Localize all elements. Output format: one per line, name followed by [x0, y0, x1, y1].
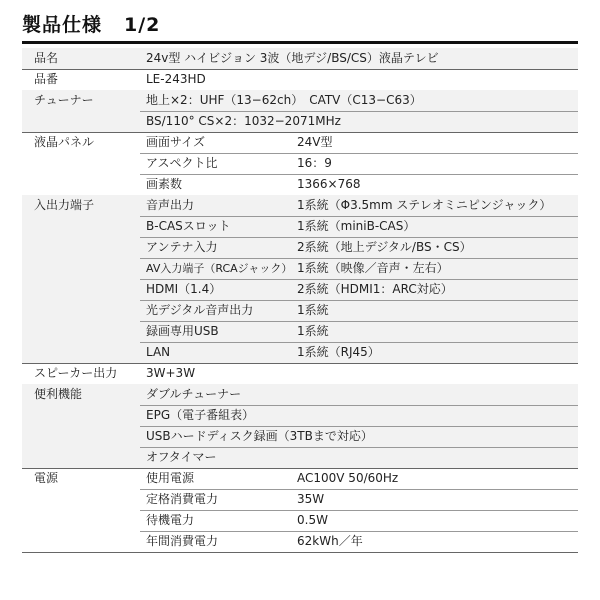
power-key: 定格消費電力	[146, 492, 219, 506]
label-panel: 液晶パネル	[34, 135, 95, 149]
power-value: 62kWh／年	[297, 534, 363, 548]
io-value: 1系統	[297, 303, 329, 317]
value-name: 24v型 ハイビジョン 3波（地デジ/BS/CS）液晶テレビ	[146, 51, 439, 65]
io-key: 音声出力	[146, 198, 195, 212]
io-key: LAN	[146, 345, 171, 359]
value-tuner-2: BS/110° CS×2：1032−2071MHz	[146, 114, 341, 128]
feature-item: ダブルチューナー	[146, 387, 242, 401]
value-model: LE-243HD	[146, 72, 206, 86]
power-value: 35W	[297, 492, 325, 506]
io-key: アンテナ入力	[146, 240, 218, 254]
value-speaker: 3W+3W	[146, 366, 196, 380]
io-value: 2系統（地上デジタル/BS・CS）	[297, 240, 472, 254]
title-rule	[22, 41, 578, 44]
io-key: B-CASスロット	[146, 219, 231, 233]
label-io: 入出力端子	[34, 198, 95, 212]
label-model: 品番	[34, 72, 59, 86]
panel-value: 16：9	[297, 156, 332, 170]
page-title	[22, 10, 160, 37]
feature-item: USBハードディスク録画（3TBまで対応）	[146, 429, 373, 443]
panel-value: 24V型	[297, 135, 333, 149]
page-number: 1/2	[124, 14, 161, 36]
power-value: AC100V 50/60Hz	[297, 471, 399, 485]
io-value: 1系統（映像／音声・左右）	[297, 261, 449, 275]
row-model	[22, 69, 578, 90]
io-key: HDMI（1.4）	[146, 282, 222, 296]
divider	[22, 552, 578, 553]
io-value: 1系統（miniB-CAS）	[297, 219, 416, 233]
io-value: 1系統（Φ3.5mm ステレオミニピンジャック）	[297, 198, 552, 212]
power-value: 0.5W	[297, 513, 328, 527]
io-value: 1系統	[297, 324, 329, 338]
label-speaker: スピーカー出力	[34, 366, 118, 380]
panel-key: 画素数	[146, 177, 183, 191]
power-key: 使用電源	[146, 471, 195, 485]
panel-key: アスペクト比	[146, 156, 218, 170]
io-value: 2系統（HDMI1：ARC対応）	[297, 282, 453, 296]
label-tuner: チューナー	[34, 93, 94, 107]
io-value: 1系統（RJ45）	[297, 345, 380, 359]
panel-value: 1366×768	[297, 177, 361, 191]
label-power: 電源	[34, 471, 59, 485]
divider	[140, 510, 578, 511]
value-tuner-1: 地上×2：UHF（13−62ch） CATV（C13−C63）	[146, 93, 422, 107]
feature-item: EPG（電子番組表）	[146, 408, 255, 422]
label-features: 便利機能	[34, 387, 83, 401]
title-text: 製品仕様	[22, 14, 103, 36]
power-key: 年間消費電力	[146, 534, 219, 548]
io-key: 録画専用USB	[146, 324, 219, 338]
power-key: 待機電力	[146, 513, 195, 527]
io-key: AV入力端子（RCAジャック）	[146, 262, 293, 275]
io-key: 光デジタル音声出力	[146, 303, 254, 317]
feature-item: オフタイマー	[146, 450, 217, 464]
label-name: 品名	[34, 51, 59, 65]
panel-key: 画面サイズ	[146, 135, 206, 149]
